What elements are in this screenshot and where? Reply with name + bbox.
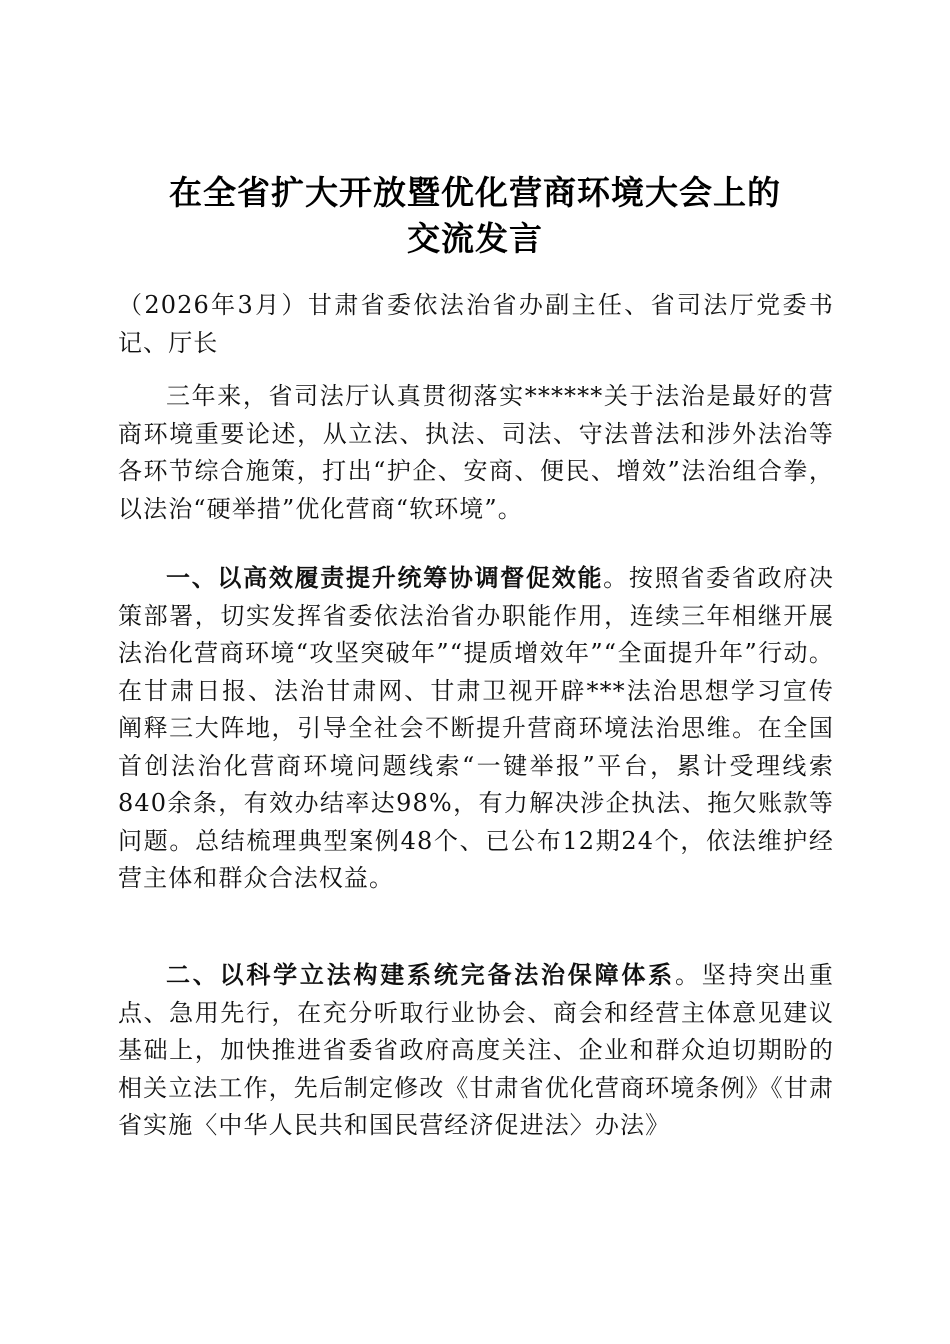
section-2-paragraph bbox=[118, 957, 834, 1145]
byline: （2026年3月）甘肃省委依法治省办副主任、省司法厅党委书记、厅长 bbox=[118, 291, 834, 357]
document-title-line-1: 在全省扩大开放暨优化营商环境大会上的 bbox=[169, 173, 781, 212]
section-2-heading: 二、以科学立法构建系统完备法治保障体系 bbox=[166, 961, 675, 989]
intro-paragraph: 三年来，省司法厅认真贯彻落实******关于法治是最好的营商环境重要论述，从立法、执法、司法、守法普法和涉外法治等各环节综合施策，打出“护企、安商、便民、增效”法治组合拳，以法治“硬举措”优化营商“软环境”。 bbox=[118, 382, 834, 523]
section-1-paragraph bbox=[118, 560, 834, 898]
document-title-line-2: 交流发言 bbox=[407, 219, 543, 258]
section-2-text: 。坚持突出重点、急用先行，在充分听取行业协会、商会和经营主体意见建议基础上，加快推进省委省政府高度关注、企业和群众迫切期盼的相关立法工作，先后制定修改《甘肃省优化营商环境条例》《甘肃省实施〈中华人民共和国民营经济促进法〉办法》 bbox=[118, 961, 834, 1139]
section-1-heading: 一、以高效履责提升统筹协调督促效能 bbox=[166, 564, 604, 592]
section-1-text: 。按照省委省政府决策部署，切实发挥省委依法治省办职能作用，连续三年相继开展法治化营商环境“攻坚突破年”“提质增效年”“全面提升年”行动。在甘肃日报、法治甘肃网、甘肃卫视开辟***法治思想学习宣传阐释三大阵地，引导全社会不断提升营商环境法治思维。在全国首创法治化营商环境问题线索“一键举报”平台，累计受理线索840余条，有效办结率达98%，有力解决涉企执法、拖欠账款等问题。总结梳理典型案例48个、已公布12期24个，依法维护经营主体和群众合法权益。 bbox=[118, 564, 834, 892]
